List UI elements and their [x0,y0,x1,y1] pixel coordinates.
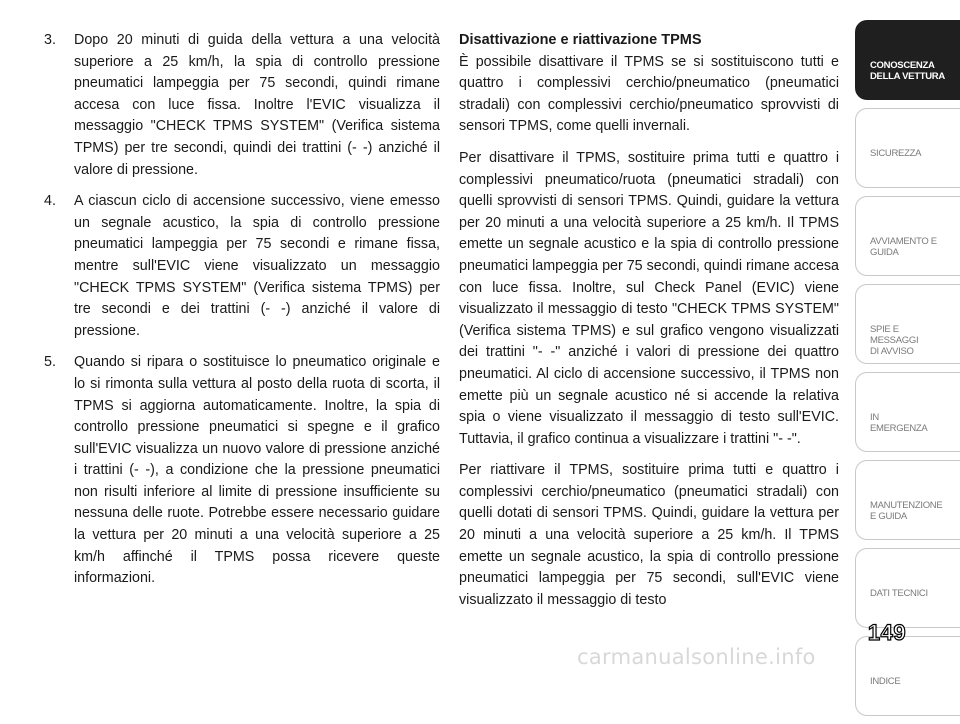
tab-manutenzione-e-guida[interactable] [855,460,960,540]
paragraph: È possibile disattivare il TPMS se si sostituiscono tutti e quattro i complessivi cerchio/pneumatico (pneumatici stradali) con complessivi cerchio/pneumatico sprovvisti di sensori TPMS, come quelli invernali. [459,53,839,135]
list-item-number: 4. [44,193,56,210]
tab-conoscenza-della-vettura[interactable] [855,20,960,100]
list-item [44,191,440,342]
page-number: 149 [867,620,907,645]
list-item-number: 5. [44,354,56,371]
left-column [44,30,440,600]
list-item [44,30,440,181]
tab-label: CONOSCENZA DELLA VETTURA [870,60,945,82]
watermark: carmanualsonline.info [577,645,816,669]
paragraph: Per disattivare il TPMS, sostituire prima tutti e quattro i complessivi pneumatico/ruota (pneumatici stradali) con quelli sprovvisti di sensori TPMS. Quindi, guidare la vettura per 20 minuti a una velocità superiore a 25 km/h. Il TPMS emette un segnale acustico e la spia di controllo pressione pneumatici lampeggia per 75 secondi, quindi rimane accesa con luce fissa. Inoltre, sul Check Panel (EVIC) viene visualizzato il messaggio di testo "CHECK TPMS SYSTEM" (Verifica sistema TPMS) e sul grafico vengono visualizzati dei trattini "- -" anziché i valori di pressione dei quattro pneumatici. Al ciclo di accensione successivo, il TPMS non emette più un segnale acustico né si accende la relativa spia o viene visualizzato il messaggio di testo sull'EVIC. Tuttavia, il grafico continua a visualizzare i trattini "- -". [459,149,839,447]
tab-label: SICUREZZA [870,148,922,159]
tab-dati-tecnici[interactable] [855,548,960,628]
section-heading: Disattivazione e riattivazione TPMS [459,32,702,48]
list-item-number: 3. [44,32,56,48]
tab-spie-e-messaggi-di-avviso[interactable] [855,284,960,364]
list-item-text: Quando si ripara o sostituisce lo pneumatico originale e lo si rimonta sulla vettura al posto della ruota di scorta, il TPMS si aggiorna automaticamente. Inoltre, la spia di controllo pressione pneumatici si spegne e il grafico sull'EVIC visualizza un nuovo valore di pressione anziché i trattini (- -), a condizione che la pressione pneumatici non risulti inferiore al limite di pressione insufficiente su nessuna delle ruote. Potrebbe essere necessario guidare la vettura per 20 minuti a una velocità superiore a 25 km/h affinché il TPMS possa ricevere queste informazioni. [74,354,440,587]
tab-label: MANUTENZIONE E GUIDA [870,500,943,522]
right-column [459,30,839,621]
paragraph: Per riattivare il TPMS, sostituire prima tutti e quattro i complessivi cerchio/pneumatico (pneumatici stradali) con quelli dotati di sensori TPMS. Quindi, guidare la vettura per 20 minuti a una velocità superiore a 25 km/h. Il TPMS emette un segnale acustico, la spia di controllo pressione pneumatici lampeggia per 75 secondi, sull'EVIC viene visualizzato il messaggio di testo [459,462,839,608]
tab-label: SPIE E MESSAGGI DI AVVISO [870,324,919,357]
list-item-text: Dopo 20 minuti di guida della vettura a una velocità superiore a 25 km/h, la spia di controllo pressione pneumatici lampeggia per 75 secondi, quindi rimane accesa con luce fissa. Inoltre l'EVIC visualizza il messaggio "CHECK TPMS SYSTEM" (Verifica sistema TPMS) per tre secondi, quindi dei trattini (- -) anziché il valore di pressione. [74,32,440,178]
tab-sicurezza[interactable] [855,108,960,188]
tab-avviamento-e-guida[interactable] [855,196,960,276]
tab-label: INDICE [870,676,901,687]
tab-in-emergenza[interactable] [855,372,960,452]
tab-label: DATI TECNICI [870,588,928,599]
list-item-text: A ciascun ciclo di accensione successivo, viene emesso un segnale acustico, la spia di controllo pressione pneumatici lampeggia per 75 secondi e rimane fissa, mentre sull'EVIC viene visualizzato un messaggio "CHECK TPMS SYSTEM" (Verifica sistema TPMS) per tre secondi e dei trattini (- -) anziché il valore di pressione. [74,193,440,339]
tab-label: AVVIAMENTO E GUIDA [870,236,937,258]
chapter-tabs [855,20,960,724]
tab-indice[interactable] [855,636,960,716]
list-item [44,352,440,590]
tab-label: IN EMERGENZA [870,412,928,434]
